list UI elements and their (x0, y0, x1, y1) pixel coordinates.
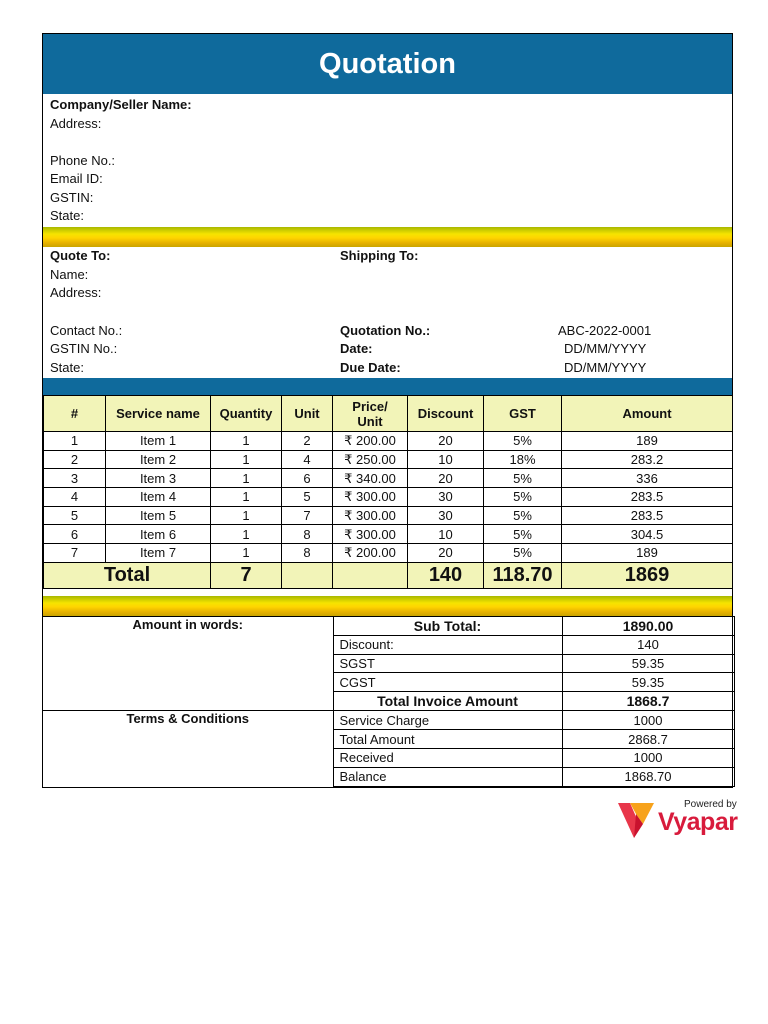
received-value: 1000 (562, 749, 734, 768)
cell-discount: 30 (408, 506, 484, 525)
cell-quantity: 1 (211, 488, 282, 507)
cell-row-number: 3 (44, 469, 106, 488)
seller-name-label: Company/Seller Name: (50, 97, 192, 112)
cell-gst: 5% (484, 506, 562, 525)
col-header-unit: Unit (282, 396, 333, 432)
col-header-service: Service name (106, 396, 211, 432)
items-total-row (44, 562, 733, 588)
cell-price: ₹ 340.00 (333, 469, 408, 488)
quote-to-name-label: Name: (50, 267, 89, 282)
blue-divider (43, 378, 732, 395)
service-charge-label: Service Charge (333, 711, 562, 730)
table-row (44, 525, 733, 544)
date-label: Date: (340, 341, 373, 356)
cgst-value: 59.35 (562, 673, 734, 692)
cell-amount: 189 (562, 544, 733, 563)
amount-in-words-label: Amount in words: (43, 616, 333, 710)
col-header-discount: Discount (408, 396, 484, 432)
cell-unit: 8 (282, 525, 333, 544)
cell-service-name: Item 1 (106, 432, 211, 451)
divider-stripe (43, 227, 732, 247)
quotation-no-label: Quotation No.: (340, 323, 431, 338)
col-header-price: Price/ Unit (333, 396, 408, 432)
cell-quantity: 1 (211, 432, 282, 451)
total-label: Total (44, 562, 211, 588)
title-bar (43, 34, 732, 94)
total-gst: 118.70 (484, 562, 562, 588)
cell-row-number: 7 (44, 544, 106, 563)
cell-price: ₹ 200.00 (333, 432, 408, 451)
col-header-gst: GST (484, 396, 562, 432)
total-unit-empty (282, 562, 333, 588)
cell-gst: 5% (484, 488, 562, 507)
cell-row-number: 2 (44, 450, 106, 469)
cell-unit: 5 (282, 488, 333, 507)
seller-address-label: Address: (50, 116, 102, 131)
sgst-label: SGST (333, 654, 562, 673)
sgst-value: 59.35 (562, 654, 734, 673)
cell-gst: 5% (484, 544, 562, 563)
quote-to-address-label: Address: (50, 285, 102, 300)
cell-service-name: Item 4 (106, 488, 211, 507)
cell-price: ₹ 200.00 (333, 544, 408, 563)
cell-quantity: 1 (211, 525, 282, 544)
cell-quantity: 1 (211, 544, 282, 563)
seller-state-label: State: (50, 208, 84, 223)
quote-to-contact-label: Contact No.: (50, 323, 123, 338)
cell-row-number: 4 (44, 488, 106, 507)
items-header-row (44, 396, 733, 432)
cell-service-name: Item 7 (106, 544, 211, 563)
cell-row-number: 1 (44, 432, 106, 451)
powered-by-text: Powered by (684, 799, 737, 810)
vyapar-wordmark: Vyapar (658, 808, 738, 836)
sub-total-row (43, 616, 734, 635)
cell-discount: 10 (408, 525, 484, 544)
seller-gstin-label: GSTIN: (50, 190, 94, 205)
cell-amount: 283.2 (562, 450, 733, 469)
cell-amount: 336 (562, 469, 733, 488)
cell-quantity: 1 (211, 450, 282, 469)
total-price-empty (333, 562, 408, 588)
cell-service-name: Item 5 (106, 506, 211, 525)
cell-price: ₹ 300.00 (333, 488, 408, 507)
balance-value: 1868.70 (562, 767, 734, 786)
terms-label: Terms & Conditions (43, 711, 333, 787)
date-value: DD/MM/YYYY (564, 341, 647, 356)
discount-value: 140 (562, 635, 734, 654)
cell-gst: 18% (484, 450, 562, 469)
received-label: Received (333, 749, 562, 768)
cell-price: ₹ 300.00 (333, 525, 408, 544)
cell-amount: 283.5 (562, 488, 733, 507)
total-invoice-value: 1868.7 (562, 692, 734, 711)
table-row (44, 544, 733, 563)
cell-quantity: 1 (211, 506, 282, 525)
shipping-to-heading: Shipping To: (340, 248, 419, 263)
cell-gst: 5% (484, 525, 562, 544)
total-quantity: 7 (211, 562, 282, 588)
sub-total-value: 1890.00 (562, 616, 734, 635)
due-date-label: Due Date: (340, 360, 401, 375)
table-row (44, 506, 733, 525)
cell-discount: 20 (408, 544, 484, 563)
cgst-label: CGST (333, 673, 562, 692)
service-charge-value: 1000 (562, 711, 734, 730)
cell-service-name: Item 6 (106, 525, 211, 544)
summary-table (43, 616, 735, 787)
document-title: Quotation (319, 47, 456, 80)
seller-section (43, 94, 732, 227)
seller-email-label: Email ID: (50, 171, 103, 186)
cell-discount: 30 (408, 488, 484, 507)
cell-unit: 4 (282, 450, 333, 469)
cell-discount: 20 (408, 432, 484, 451)
table-row (44, 488, 733, 507)
table-row (44, 469, 733, 488)
quotation-sheet (42, 33, 733, 788)
col-header-amount: Amount (562, 396, 733, 432)
quotation-no-value: ABC-2022-0001 (558, 323, 652, 338)
cell-unit: 6 (282, 469, 333, 488)
cell-unit: 8 (282, 544, 333, 563)
vyapar-mark-icon (616, 800, 658, 842)
balance-label: Balance (333, 767, 562, 786)
cell-row-number: 6 (44, 525, 106, 544)
due-date-value: DD/MM/YYYY (564, 360, 647, 375)
col-header-quantity: Quantity (211, 396, 282, 432)
quote-to-state-label: State: (50, 360, 84, 375)
cell-amount: 304.5 (562, 525, 733, 544)
cell-unit: 7 (282, 506, 333, 525)
cell-price: ₹ 250.00 (333, 450, 408, 469)
cell-amount: 189 (562, 432, 733, 451)
total-amount-value: 2868.7 (562, 730, 734, 749)
cell-discount: 20 (408, 469, 484, 488)
col-header-number: # (44, 396, 106, 432)
quote-to-gstin-label: GSTIN No.: (50, 341, 118, 356)
cell-amount: 283.5 (562, 506, 733, 525)
cell-gst: 5% (484, 469, 562, 488)
total-amount-label: Total Amount (333, 730, 562, 749)
items-table (43, 395, 733, 589)
divider-stripe-2 (43, 596, 732, 616)
table-row (44, 450, 733, 469)
vyapar-logo (616, 798, 740, 842)
cell-price: ₹ 300.00 (333, 506, 408, 525)
seller-phone-label: Phone No.: (50, 153, 116, 168)
cell-quantity: 1 (211, 469, 282, 488)
cell-row-number: 5 (44, 506, 106, 525)
service-charge-row (43, 711, 734, 730)
sub-total-label: Sub Total: (333, 616, 562, 635)
total-amount: 1869 (562, 562, 733, 588)
cell-gst: 5% (484, 432, 562, 451)
discount-label: Discount: (333, 635, 562, 654)
quote-to-heading: Quote To: (50, 248, 111, 263)
table-row (44, 432, 733, 451)
total-discount: 140 (408, 562, 484, 588)
cell-discount: 10 (408, 450, 484, 469)
cell-service-name: Item 2 (106, 450, 211, 469)
cell-unit: 2 (282, 432, 333, 451)
total-invoice-label: Total Invoice Amount (333, 692, 562, 711)
quote-to-section (43, 247, 732, 378)
cell-service-name: Item 3 (106, 469, 211, 488)
